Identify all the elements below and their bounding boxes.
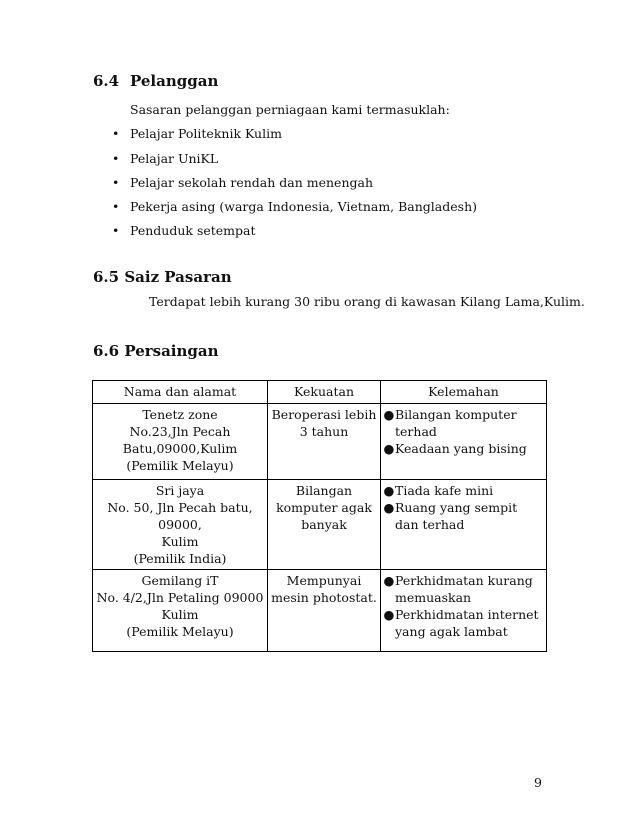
competitor-address: No. 50, Jln Pecah batu, 09000,: [107, 500, 253, 532]
bullet-icon: •: [112, 223, 120, 238]
section-6-5-heading: 6.5 Saiz Pasaran: [93, 268, 232, 286]
competitor-name: Tenetz zone: [142, 407, 218, 422]
competitor-name-cell: [93, 480, 268, 570]
column-header: Kelemahan: [381, 381, 547, 404]
customer-label: Pelajar sekolah rendah dan menengah: [130, 175, 373, 190]
bullet-icon: ●: [383, 407, 395, 422]
customer-list-item: [112, 175, 373, 190]
column-header: Kekuatan: [268, 381, 381, 404]
bullet-icon: ●: [383, 500, 395, 515]
weakness-item: [383, 482, 544, 499]
competitor-name-cell: [93, 404, 268, 480]
customer-list-item: [112, 223, 256, 238]
column-header: Nama dan alamat: [93, 381, 268, 404]
weakness-label: Perkhidmatan internet yang agak lambat: [395, 607, 539, 639]
weakness-cell: [381, 570, 547, 652]
customer-label: Pelajar UniKL: [130, 151, 219, 166]
weakness-label: Bilangan komputer terhad: [395, 407, 517, 439]
strength-cell: Beroperasi lebih 3 tahun: [268, 404, 381, 480]
section-6-4-number: 6.4: [93, 72, 120, 90]
customer-list-item: [112, 151, 218, 166]
bullet-icon: ●: [383, 607, 395, 622]
competitor-table: [92, 380, 547, 652]
competitor-address: No.23,Jln Pecah: [129, 424, 231, 439]
customer-list-item: [112, 126, 282, 141]
weakness-item: [383, 606, 544, 640]
weakness-label: Tiada kafe mini: [395, 483, 494, 498]
competitor-address: Kulim: [161, 607, 199, 622]
competitor-address: Kulim: [161, 534, 199, 549]
table-header-row: [93, 381, 547, 404]
weakness-label: Keadaan yang bising: [395, 441, 527, 456]
competitor-owner: (Pemilik Melayu): [126, 458, 234, 473]
weakness-label: Ruang yang sempit dan terhad: [395, 500, 518, 532]
competitor-name-cell: [93, 570, 268, 652]
weakness-item: [383, 440, 544, 457]
bullet-icon: •: [112, 151, 120, 166]
weakness-cell: [381, 404, 547, 480]
bullet-icon: ●: [383, 483, 395, 498]
weakness-item: [383, 406, 544, 440]
section-6-5-text: Terdapat lebih kurang 30 ribu orang di kawasan Kilang Lama,Kulim.: [149, 294, 585, 309]
weakness-cell: [381, 480, 547, 570]
weakness-item: [383, 499, 544, 533]
section-6-4-intro: Sasaran pelanggan perniagaan kami termasuklah:: [130, 102, 450, 117]
bullet-icon: •: [112, 175, 120, 190]
competitor-address: Batu,09000,Kulim: [122, 441, 238, 456]
customer-label: Pekerja asing (warga Indonesia, Vietnam, Bangladesh): [130, 199, 478, 214]
section-6-6-heading: 6.6 Persaingan: [93, 342, 219, 360]
strength-cell: Bilangan komputer agak banyak: [268, 480, 381, 570]
customer-label: Penduduk setempat: [130, 223, 256, 238]
bullet-icon: ●: [383, 441, 395, 456]
table-row: [93, 480, 547, 570]
competitor-name: Sri jaya: [155, 483, 205, 498]
competitor-owner: (Pemilik Melayu): [126, 624, 234, 639]
table-row: [93, 570, 547, 652]
weakness-item: [383, 572, 544, 606]
weakness-label: Perkhidmatan kurang memuaskan: [395, 573, 533, 605]
bullet-icon: •: [112, 199, 120, 214]
customer-list-item: [112, 199, 477, 214]
section-6-4-title: Pelanggan: [130, 72, 219, 90]
page-number: 9: [534, 775, 542, 790]
competitor-name: Gemilang iT: [141, 573, 219, 588]
competitor-owner: (Pemilik India): [133, 551, 227, 566]
competitor-address: No. 4/2,Jln Petaling 09000: [96, 590, 264, 605]
bullet-icon: ●: [383, 573, 395, 588]
table-row: [93, 404, 547, 480]
customer-label: Pelajar Politeknik Kulim: [130, 126, 282, 141]
strength-cell: Mempunyai mesin photostat.: [268, 570, 381, 652]
bullet-icon: •: [112, 126, 120, 141]
